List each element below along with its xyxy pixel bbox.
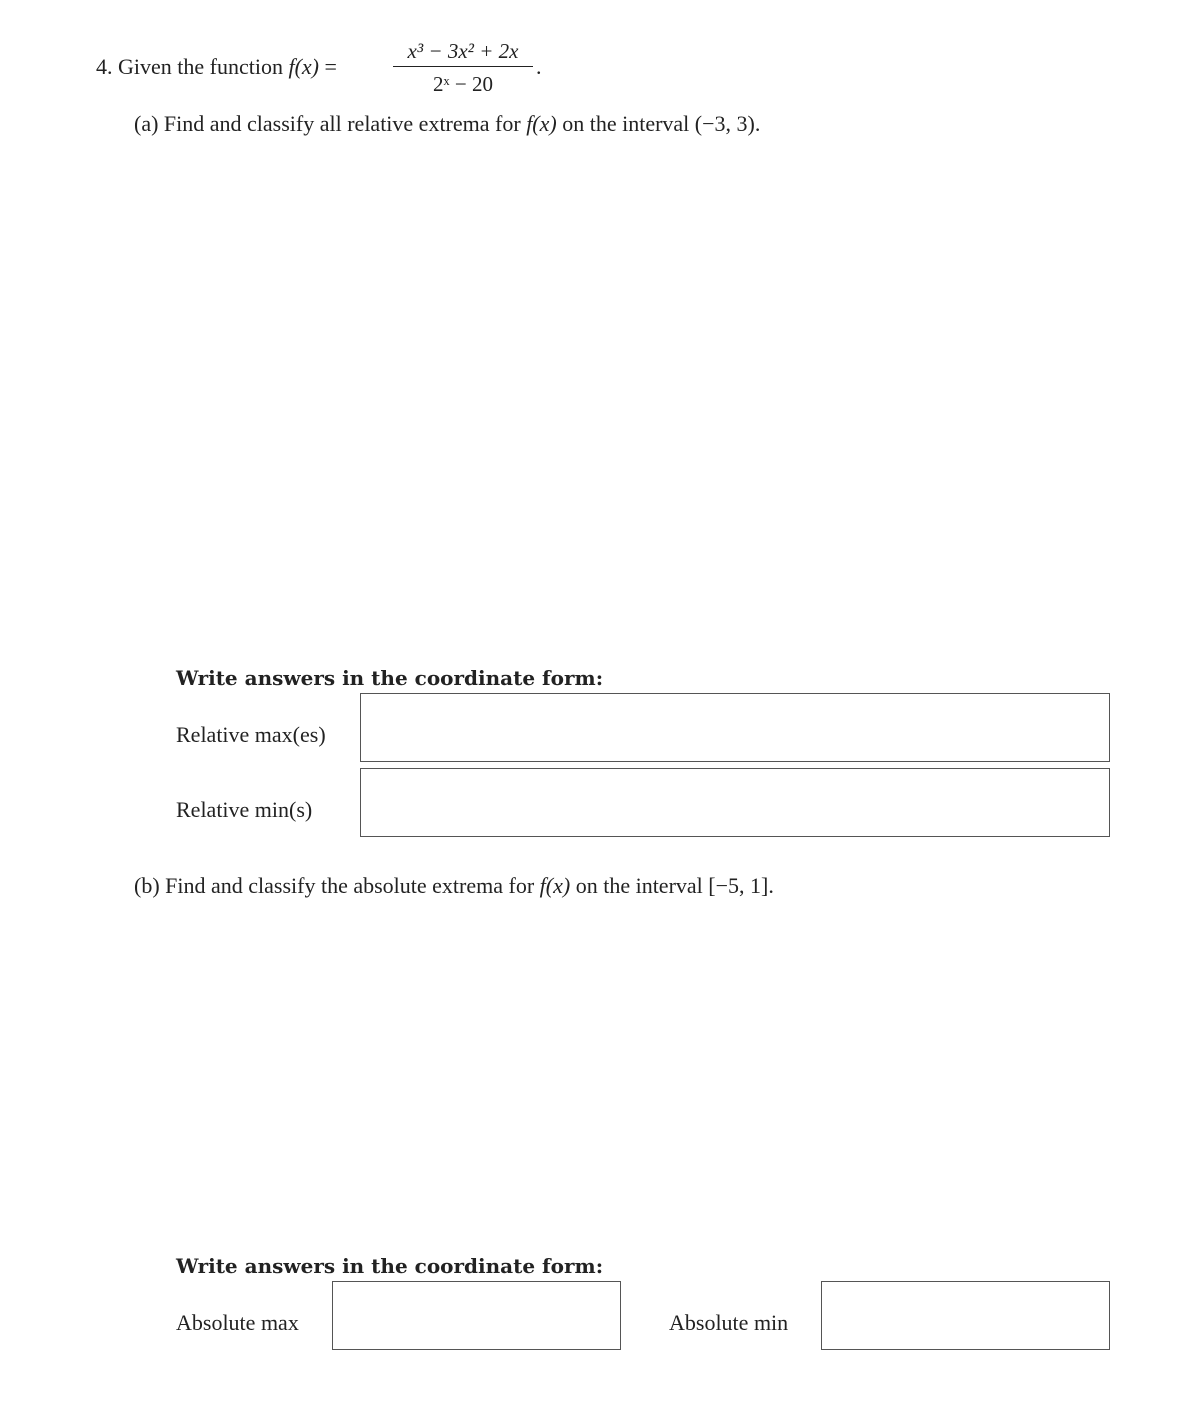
statement-period: . — [536, 54, 542, 79]
function-fraction — [393, 38, 533, 97]
part-b-text-before: Find and classify the absolute extrema for — [165, 873, 535, 898]
part-a-function: f(x) — [526, 111, 557, 136]
relative-max-answer-box[interactable] — [360, 693, 1110, 762]
part-b-question — [134, 873, 774, 899]
function-name: f(x) — [288, 54, 319, 79]
part-a-text-after: on the interval (−3, 3). — [562, 111, 761, 136]
relative-min-answer-box[interactable] — [360, 768, 1110, 837]
absolute-min-answer-box[interactable] — [821, 1281, 1110, 1350]
absolute-min-label: Absolute min — [669, 1310, 789, 1335]
part-a-text-before: Find and classify all relative extrema for — [163, 111, 521, 136]
part-b-instruction: Write answers in the coordinate form: — [176, 1254, 604, 1278]
fraction-numerator: x³ − 3x² + 2x — [407, 39, 519, 63]
relative-min-label: Relative min(s) — [176, 797, 313, 822]
part-a-label: (a) — [134, 111, 159, 136]
absolute-max-answer-box[interactable] — [332, 1281, 621, 1350]
part-b-label: (b) — [134, 873, 160, 898]
fraction-denominator: 2ˣ − 20 — [433, 72, 493, 96]
problem-number: 4. — [96, 54, 113, 79]
fraction-bar — [393, 66, 533, 67]
equals-sign: = — [324, 54, 337, 79]
relative-max-label: Relative max(es) — [176, 722, 326, 747]
absolute-max-label: Absolute max — [176, 1310, 299, 1335]
part-b-text-after: on the interval [−5, 1]. — [575, 873, 774, 898]
problem-intro: Given the function — [118, 54, 283, 79]
part-b-function: f(x) — [539, 873, 571, 898]
part-a-question — [134, 111, 760, 137]
problem-statement — [96, 54, 337, 80]
part-a-instruction: Write answers in the coordinate form: — [176, 666, 604, 690]
